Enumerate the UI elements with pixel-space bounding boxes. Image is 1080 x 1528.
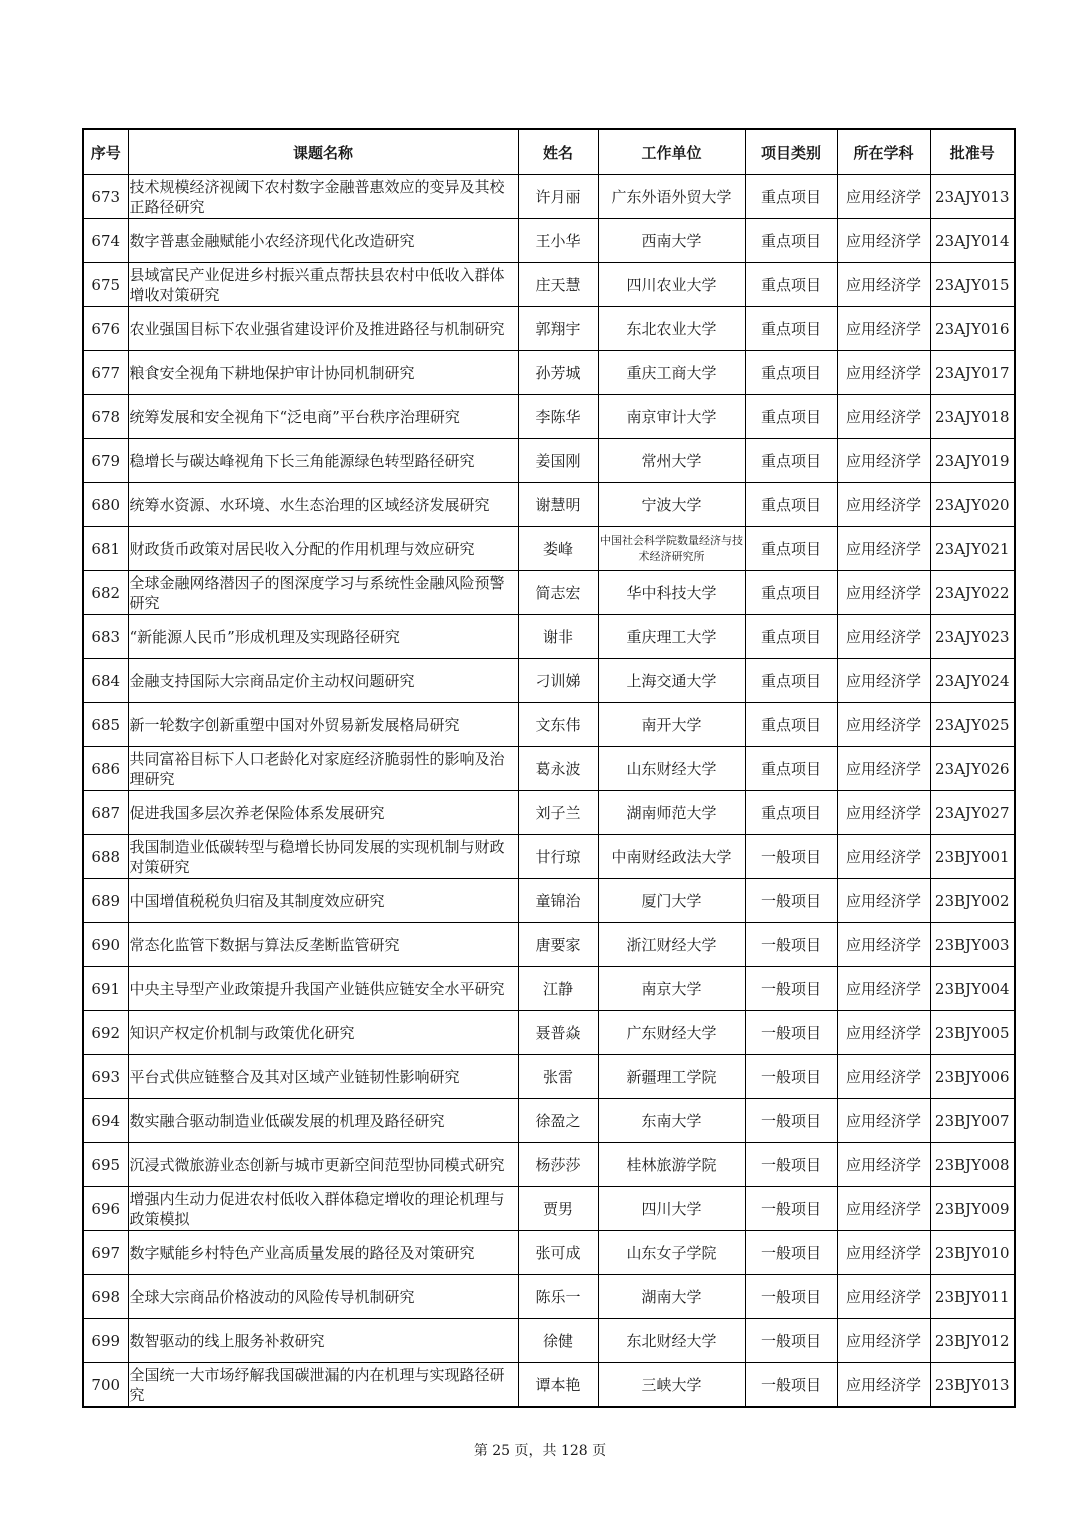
cell-no: 698	[83, 1275, 128, 1319]
cell-title: 促进我国多层次养老保险体系发展研究	[128, 791, 518, 835]
cell-approval: 23BJY003	[930, 923, 1015, 967]
cell-title: 中国增值税税负归宿及其制度效应研究	[128, 879, 518, 923]
cell-title: 财政货币政策对居民收入分配的作用机理与效应研究	[128, 527, 518, 571]
cell-approval: 23AJY023	[930, 615, 1015, 659]
cell-unit: 山东女子学院	[598, 1231, 745, 1275]
cell-unit: 常州大学	[598, 439, 745, 483]
cell-title: 县域富民产业促进乡村振兴重点帮扶县农村中低收入群体增收对策研究	[128, 263, 518, 307]
cell-approval: 23BJY009	[930, 1187, 1015, 1231]
cell-category: 一般项目	[745, 967, 837, 1011]
cell-discipline: 应用经济学	[837, 351, 930, 395]
cell-no: 687	[83, 791, 128, 835]
cell-unit: 浙江财经大学	[598, 923, 745, 967]
cell-approval: 23BJY004	[930, 967, 1015, 1011]
table-row	[83, 1011, 1015, 1055]
cell-approval: 23BJY001	[930, 835, 1015, 879]
cell-category: 一般项目	[745, 879, 837, 923]
cell-unit: 湖南大学	[598, 1275, 745, 1319]
cell-name: 娄峰	[518, 527, 598, 571]
cell-unit: 东北农业大学	[598, 307, 745, 351]
cell-approval: 23AJY015	[930, 263, 1015, 307]
cell-category: 一般项目	[745, 1011, 837, 1055]
table-row	[83, 923, 1015, 967]
cell-unit: 南京大学	[598, 967, 745, 1011]
cell-no: 674	[83, 219, 128, 263]
table-header-row	[83, 129, 1015, 175]
cell-unit: 中南财经政法大学	[598, 835, 745, 879]
cell-discipline: 应用经济学	[837, 1231, 930, 1275]
cell-approval: 23AJY022	[930, 571, 1015, 615]
cell-title: 全国统一大市场纾解我国碳泄漏的内在机理与实现路径研究	[128, 1363, 518, 1408]
table-row	[83, 1055, 1015, 1099]
cell-name: 王小华	[518, 219, 598, 263]
cell-discipline: 应用经济学	[837, 967, 930, 1011]
cell-discipline: 应用经济学	[837, 1011, 930, 1055]
cell-no: 685	[83, 703, 128, 747]
cell-name: 甘行琼	[518, 835, 598, 879]
table-row	[83, 835, 1015, 879]
cell-approval: 23BJY002	[930, 879, 1015, 923]
table-row	[83, 175, 1015, 219]
table-row	[83, 879, 1015, 923]
cell-approval: 23AJY020	[930, 483, 1015, 527]
cell-category: 一般项目	[745, 835, 837, 879]
cell-no: 686	[83, 747, 128, 791]
cell-unit: 宁波大学	[598, 483, 745, 527]
cell-name: 葛永波	[518, 747, 598, 791]
cell-no: 679	[83, 439, 128, 483]
table-row	[83, 219, 1015, 263]
cell-approval: 23BJY008	[930, 1143, 1015, 1187]
cell-approval: 23AJY016	[930, 307, 1015, 351]
project-table	[82, 128, 1016, 1408]
cell-unit: 东北财经大学	[598, 1319, 745, 1363]
cell-no: 694	[83, 1099, 128, 1143]
cell-unit: 山东财经大学	[598, 747, 745, 791]
cell-name: 谭本艳	[518, 1363, 598, 1408]
cell-discipline: 应用经济学	[837, 703, 930, 747]
cell-no: 695	[83, 1143, 128, 1187]
cell-category: 重点项目	[745, 747, 837, 791]
cell-name: 文东伟	[518, 703, 598, 747]
cell-discipline: 应用经济学	[837, 219, 930, 263]
header-name: 姓名	[518, 129, 598, 175]
cell-title: 粮食安全视角下耕地保护审计协同机制研究	[128, 351, 518, 395]
cell-approval: 23BJY007	[930, 1099, 1015, 1143]
cell-discipline: 应用经济学	[837, 1099, 930, 1143]
cell-discipline: 应用经济学	[837, 1055, 930, 1099]
cell-unit: 重庆理工大学	[598, 615, 745, 659]
cell-unit: 三峡大学	[598, 1363, 745, 1408]
table-row	[83, 571, 1015, 615]
cell-approval: 23AJY019	[930, 439, 1015, 483]
cell-name: 谢慧明	[518, 483, 598, 527]
table-row	[83, 659, 1015, 703]
cell-name: 陈乐一	[518, 1275, 598, 1319]
cell-no: 681	[83, 527, 128, 571]
cell-unit: 新疆理工学院	[598, 1055, 745, 1099]
cell-discipline: 应用经济学	[837, 1275, 930, 1319]
cell-unit: 重庆工商大学	[598, 351, 745, 395]
table-row	[83, 1275, 1015, 1319]
cell-category: 一般项目	[745, 1231, 837, 1275]
table-row	[83, 791, 1015, 835]
cell-title: 农业强国目标下农业强省建设评价及推进路径与机制研究	[128, 307, 518, 351]
cell-name: 简志宏	[518, 571, 598, 615]
cell-no: 682	[83, 571, 128, 615]
cell-discipline: 应用经济学	[837, 835, 930, 879]
header-unit: 工作单位	[598, 129, 745, 175]
cell-category: 重点项目	[745, 571, 837, 615]
cell-title: 稳增长与碳达峰视角下长三角能源绿色转型路径研究	[128, 439, 518, 483]
table-row	[83, 439, 1015, 483]
cell-unit: 四川大学	[598, 1187, 745, 1231]
cell-discipline: 应用经济学	[837, 1143, 930, 1187]
cell-discipline: 应用经济学	[837, 791, 930, 835]
cell-title: 数智驱动的线上服务补救研究	[128, 1319, 518, 1363]
header-approval: 批准号	[930, 129, 1015, 175]
cell-no: 697	[83, 1231, 128, 1275]
cell-category: 重点项目	[745, 615, 837, 659]
cell-name: 贾男	[518, 1187, 598, 1231]
cell-discipline: 应用经济学	[837, 879, 930, 923]
cell-discipline: 应用经济学	[837, 1319, 930, 1363]
cell-category: 重点项目	[745, 439, 837, 483]
cell-unit: 南京审计大学	[598, 395, 745, 439]
cell-approval: 23AJY026	[930, 747, 1015, 791]
cell-title: 我国制造业低碳转型与稳增长协同发展的实现机制与财政对策研究	[128, 835, 518, 879]
cell-name: 刁训娣	[518, 659, 598, 703]
cell-no: 683	[83, 615, 128, 659]
cell-approval: 23BJY013	[930, 1363, 1015, 1408]
cell-category: 重点项目	[745, 703, 837, 747]
cell-discipline: 应用经济学	[837, 923, 930, 967]
cell-title: 中央主导型产业政策提升我国产业链供应链安全水平研究	[128, 967, 518, 1011]
cell-discipline: 应用经济学	[837, 483, 930, 527]
cell-category: 一般项目	[745, 923, 837, 967]
cell-unit: 上海交通大学	[598, 659, 745, 703]
cell-category: 重点项目	[745, 483, 837, 527]
cell-no: 696	[83, 1187, 128, 1231]
cell-approval: 23BJY012	[930, 1319, 1015, 1363]
cell-no: 677	[83, 351, 128, 395]
cell-discipline: 应用经济学	[837, 527, 930, 571]
cell-unit: 南开大学	[598, 703, 745, 747]
cell-category: 一般项目	[745, 1055, 837, 1099]
cell-category: 重点项目	[745, 175, 837, 219]
cell-name: 庄天慧	[518, 263, 598, 307]
cell-no: 678	[83, 395, 128, 439]
header-discipline: 所在学科	[837, 129, 930, 175]
cell-title: 金融支持国际大宗商品定价主动权问题研究	[128, 659, 518, 703]
cell-category: 重点项目	[745, 659, 837, 703]
cell-name: 姜国刚	[518, 439, 598, 483]
table-row	[83, 483, 1015, 527]
cell-unit: 广东外语外贸大学	[598, 175, 745, 219]
cell-title: 新一轮数字创新重塑中国对外贸易新发展格局研究	[128, 703, 518, 747]
cell-category: 重点项目	[745, 263, 837, 307]
cell-discipline: 应用经济学	[837, 1363, 930, 1408]
table-row	[83, 1319, 1015, 1363]
cell-discipline: 应用经济学	[837, 263, 930, 307]
cell-discipline: 应用经济学	[837, 307, 930, 351]
cell-unit: 湖南师范大学	[598, 791, 745, 835]
cell-no: 691	[83, 967, 128, 1011]
cell-category: 一般项目	[745, 1143, 837, 1187]
cell-approval: 23BJY005	[930, 1011, 1015, 1055]
cell-name: 江静	[518, 967, 598, 1011]
cell-approval: 23BJY010	[930, 1231, 1015, 1275]
cell-no: 690	[83, 923, 128, 967]
cell-approval: 23AJY017	[930, 351, 1015, 395]
cell-name: 刘子兰	[518, 791, 598, 835]
cell-approval: 23BJY011	[930, 1275, 1015, 1319]
cell-name: 杨莎莎	[518, 1143, 598, 1187]
cell-name: 张雷	[518, 1055, 598, 1099]
header-no: 序号	[83, 129, 128, 175]
cell-no: 689	[83, 879, 128, 923]
cell-title: 全球金融网络潜因子的图深度学习与系统性金融风险预警研究	[128, 571, 518, 615]
cell-no: 680	[83, 483, 128, 527]
cell-no: 693	[83, 1055, 128, 1099]
cell-unit: 华中科技大学	[598, 571, 745, 615]
cell-category: 一般项目	[745, 1319, 837, 1363]
cell-title: “新能源人民币”形成机理及实现路径研究	[128, 615, 518, 659]
cell-unit: 四川农业大学	[598, 263, 745, 307]
cell-title: 常态化监管下数据与算法反垄断监管研究	[128, 923, 518, 967]
cell-title: 全球大宗商品价格波动的风险传导机制研究	[128, 1275, 518, 1319]
cell-title: 平台式供应链整合及其对区域产业链韧性影响研究	[128, 1055, 518, 1099]
table-row	[83, 1143, 1015, 1187]
cell-category: 重点项目	[745, 307, 837, 351]
table-row	[83, 351, 1015, 395]
cell-name: 童锦治	[518, 879, 598, 923]
cell-title: 沉浸式微旅游业态创新与城市更新空间范型协同模式研究	[128, 1143, 518, 1187]
cell-title: 数字赋能乡村特色产业高质量发展的路径及对策研究	[128, 1231, 518, 1275]
cell-category: 一般项目	[745, 1363, 837, 1408]
cell-discipline: 应用经济学	[837, 439, 930, 483]
cell-discipline: 应用经济学	[837, 175, 930, 219]
cell-category: 一般项目	[745, 1099, 837, 1143]
cell-no: 688	[83, 835, 128, 879]
header-category: 项目类别	[745, 129, 837, 175]
table-row	[83, 703, 1015, 747]
table-row	[83, 263, 1015, 307]
cell-unit: 东南大学	[598, 1099, 745, 1143]
cell-name: 徐盈之	[518, 1099, 598, 1143]
cell-unit: 桂林旅游学院	[598, 1143, 745, 1187]
cell-title: 共同富裕目标下人口老龄化对家庭经济脆弱性的影响及治理研究	[128, 747, 518, 791]
table-row	[83, 307, 1015, 351]
cell-no: 684	[83, 659, 128, 703]
cell-title: 数实融合驱动制造业低碳发展的机理及路径研究	[128, 1099, 518, 1143]
cell-approval: 23BJY006	[930, 1055, 1015, 1099]
cell-name: 徐健	[518, 1319, 598, 1363]
cell-discipline: 应用经济学	[837, 659, 930, 703]
cell-no: 673	[83, 175, 128, 219]
table-row	[83, 1187, 1015, 1231]
cell-discipline: 应用经济学	[837, 1187, 930, 1231]
cell-title: 数字普惠金融赋能小农经济现代化改造研究	[128, 219, 518, 263]
cell-no: 692	[83, 1011, 128, 1055]
cell-approval: 23AJY018	[930, 395, 1015, 439]
cell-discipline: 应用经济学	[837, 747, 930, 791]
cell-approval: 23AJY025	[930, 703, 1015, 747]
cell-unit: 中国社会科学院数量经济与技术经济研究所	[598, 527, 745, 571]
cell-unit: 广东财经大学	[598, 1011, 745, 1055]
cell-title: 知识产权定价机制与政策优化研究	[128, 1011, 518, 1055]
cell-no: 700	[83, 1363, 128, 1408]
cell-title: 技术规模经济视阈下农村数字金融普惠效应的变异及其校正路径研究	[128, 175, 518, 219]
cell-category: 一般项目	[745, 1275, 837, 1319]
cell-category: 一般项目	[745, 1187, 837, 1231]
cell-category: 重点项目	[745, 219, 837, 263]
table-row	[83, 527, 1015, 571]
cell-discipline: 应用经济学	[837, 571, 930, 615]
cell-category: 重点项目	[745, 791, 837, 835]
cell-no: 675	[83, 263, 128, 307]
table-row	[83, 615, 1015, 659]
table-row	[83, 1231, 1015, 1275]
cell-approval: 23AJY014	[930, 219, 1015, 263]
table-row	[83, 395, 1015, 439]
cell-discipline: 应用经济学	[837, 615, 930, 659]
cell-category: 重点项目	[745, 527, 837, 571]
cell-name: 李陈华	[518, 395, 598, 439]
cell-category: 重点项目	[745, 395, 837, 439]
cell-title: 增强内生动力促进农村低收入群体稳定增收的理论机理与政策模拟	[128, 1187, 518, 1231]
cell-name: 张可成	[518, 1231, 598, 1275]
header-title: 课题名称	[128, 129, 518, 175]
cell-no: 699	[83, 1319, 128, 1363]
cell-name: 聂普焱	[518, 1011, 598, 1055]
cell-approval: 23AJY027	[930, 791, 1015, 835]
cell-approval: 23AJY024	[930, 659, 1015, 703]
table-row	[83, 1363, 1015, 1408]
cell-approval: 23AJY021	[930, 527, 1015, 571]
cell-unit: 西南大学	[598, 219, 745, 263]
cell-no: 676	[83, 307, 128, 351]
cell-name: 孙芳城	[518, 351, 598, 395]
table-row	[83, 967, 1015, 1011]
cell-unit: 厦门大学	[598, 879, 745, 923]
table-row	[83, 1099, 1015, 1143]
cell-name: 许月丽	[518, 175, 598, 219]
cell-approval: 23AJY013	[930, 175, 1015, 219]
cell-discipline: 应用经济学	[837, 395, 930, 439]
cell-name: 郭翔宇	[518, 307, 598, 351]
cell-name: 唐要家	[518, 923, 598, 967]
cell-title: 统筹发展和安全视角下“泛电商”平台秩序治理研究	[128, 395, 518, 439]
cell-title: 统筹水资源、水环境、水生态治理的区域经济发展研究	[128, 483, 518, 527]
page-number: 第 25 页，共 128 页	[473, 1443, 607, 1459]
cell-category: 重点项目	[745, 351, 837, 395]
table-row	[83, 747, 1015, 791]
cell-name: 谢非	[518, 615, 598, 659]
